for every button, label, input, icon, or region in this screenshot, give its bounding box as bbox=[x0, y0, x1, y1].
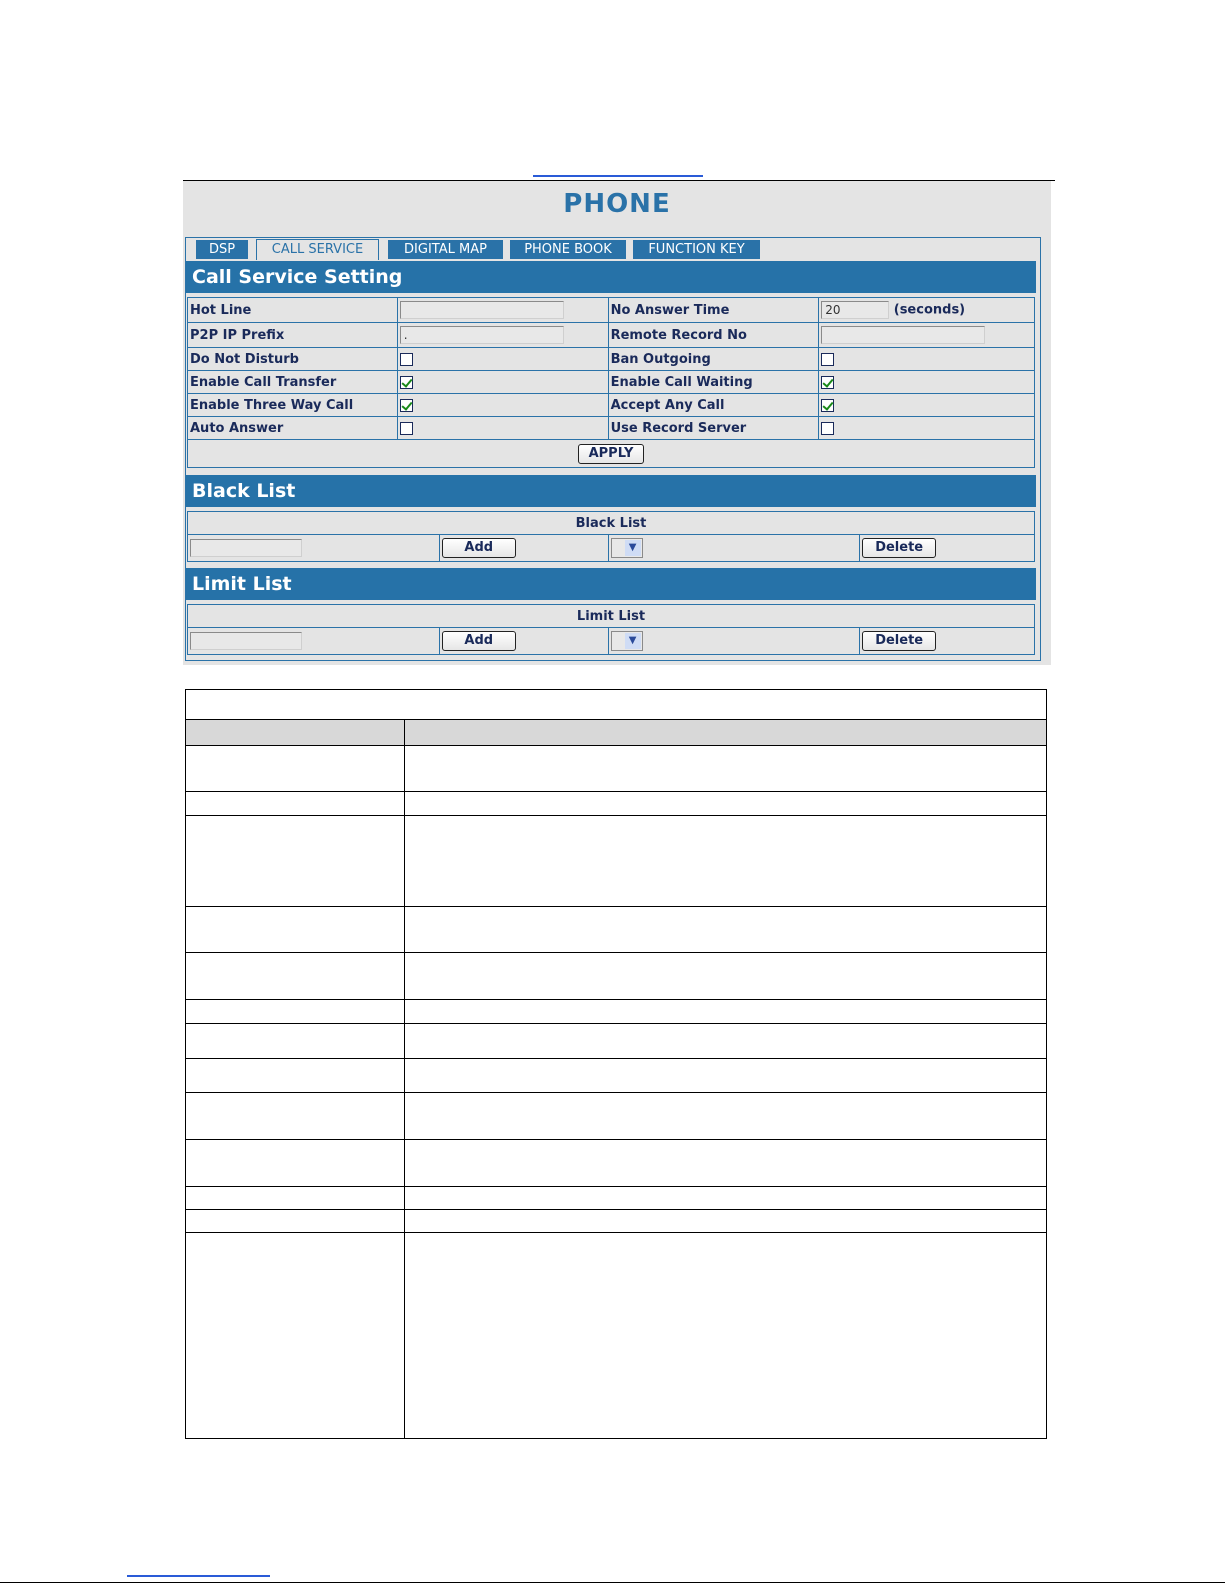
tab-bar bbox=[185, 237, 1041, 259]
page-title: PHONE bbox=[563, 189, 671, 219]
phone-settings-panel bbox=[183, 181, 1051, 665]
footer-link-line[interactable] bbox=[127, 1575, 270, 1577]
black-list-select[interactable] bbox=[611, 538, 643, 558]
p2p-ip-prefix-input[interactable]: . bbox=[400, 326, 564, 344]
enable-three-way-call-checkbox[interactable] bbox=[400, 399, 413, 412]
table-header-row bbox=[186, 719, 1046, 746]
limit-list-delete-button[interactable]: Delete bbox=[862, 631, 936, 651]
ban-outgoing-label: Ban Outgoing bbox=[608, 348, 819, 371]
no-answer-time-unit: (seconds) bbox=[893, 302, 966, 318]
table-row bbox=[186, 952, 1046, 953]
remote-record-no-label: Remote Record No bbox=[608, 323, 819, 348]
description-table bbox=[185, 689, 1047, 1439]
table-row bbox=[186, 815, 1046, 816]
limit-list-table bbox=[187, 604, 1035, 655]
no-answer-time-label: No Answer Time bbox=[608, 298, 819, 323]
hot-line-label: Hot Line bbox=[188, 298, 398, 323]
tab-call-service[interactable]: CALL SERVICE bbox=[256, 239, 379, 260]
black-list-table bbox=[187, 511, 1035, 562]
tab-digital-map[interactable]: DIGITAL MAP bbox=[388, 240, 503, 259]
enable-call-waiting-label: Enable Call Waiting bbox=[608, 371, 819, 394]
do-not-disturb-label: Do Not Disturb bbox=[188, 348, 398, 371]
remote-record-no-input[interactable] bbox=[821, 326, 985, 344]
tab-function-key[interactable]: FUNCTION KEY bbox=[633, 240, 760, 259]
column-divider bbox=[404, 719, 405, 1438]
enable-call-transfer-label: Enable Call Transfer bbox=[188, 371, 398, 394]
table-row bbox=[186, 1209, 1046, 1210]
tab-dsp[interactable]: DSP bbox=[196, 240, 248, 259]
table-row bbox=[186, 906, 1046, 907]
table-row bbox=[186, 1232, 1046, 1233]
chevron-down-icon: ▼ bbox=[625, 540, 641, 556]
header-link-line[interactable] bbox=[533, 175, 703, 177]
enable-three-way-call-label: Enable Three Way Call bbox=[188, 394, 398, 417]
ban-outgoing-checkbox[interactable] bbox=[821, 353, 834, 366]
limit-list-add-button[interactable]: Add bbox=[442, 631, 516, 651]
p2p-ip-prefix-label: P2P IP Prefix bbox=[188, 323, 398, 348]
limit-list-section-title: Limit List bbox=[186, 568, 1036, 600]
hot-line-input[interactable] bbox=[400, 301, 564, 319]
accept-any-call-label: Accept Any Call bbox=[608, 394, 819, 417]
black-list-header: Black List bbox=[188, 512, 1035, 535]
chevron-down-icon: ▼ bbox=[625, 633, 641, 649]
black-list-delete-button[interactable]: Delete bbox=[862, 538, 936, 558]
table-row bbox=[186, 1139, 1046, 1140]
black-list-input[interactable] bbox=[190, 539, 302, 557]
table-row bbox=[186, 1092, 1046, 1093]
accept-any-call-checkbox[interactable] bbox=[821, 399, 834, 412]
auto-answer-label: Auto Answer bbox=[188, 417, 398, 440]
table-row bbox=[186, 1023, 1046, 1024]
do-not-disturb-checkbox[interactable] bbox=[400, 353, 413, 366]
limit-list-header: Limit List bbox=[188, 605, 1035, 628]
call-service-section-title: Call Service Setting bbox=[186, 261, 1036, 293]
black-list-add-button[interactable]: Add bbox=[442, 538, 516, 558]
table-row bbox=[186, 745, 1046, 746]
no-answer-time-input[interactable]: 20 bbox=[821, 301, 889, 319]
enable-call-transfer-checkbox[interactable] bbox=[400, 376, 413, 389]
table-row bbox=[186, 999, 1046, 1000]
table-row bbox=[186, 1186, 1046, 1187]
tab-phone-book[interactable]: PHONE BOOK bbox=[510, 240, 626, 259]
table-row bbox=[186, 791, 1046, 792]
enable-call-waiting-checkbox[interactable] bbox=[821, 376, 834, 389]
use-record-server-checkbox[interactable] bbox=[821, 422, 834, 435]
table-row bbox=[186, 1058, 1046, 1059]
black-list-section-title: Black List bbox=[186, 475, 1036, 507]
limit-list-input[interactable] bbox=[190, 632, 302, 650]
apply-button[interactable]: APPLY bbox=[578, 444, 645, 464]
limit-list-select[interactable] bbox=[611, 631, 643, 651]
call-service-table bbox=[187, 297, 1035, 468]
footer-rule bbox=[0, 1582, 1225, 1583]
auto-answer-checkbox[interactable] bbox=[400, 422, 413, 435]
use-record-server-label: Use Record Server bbox=[608, 417, 819, 440]
